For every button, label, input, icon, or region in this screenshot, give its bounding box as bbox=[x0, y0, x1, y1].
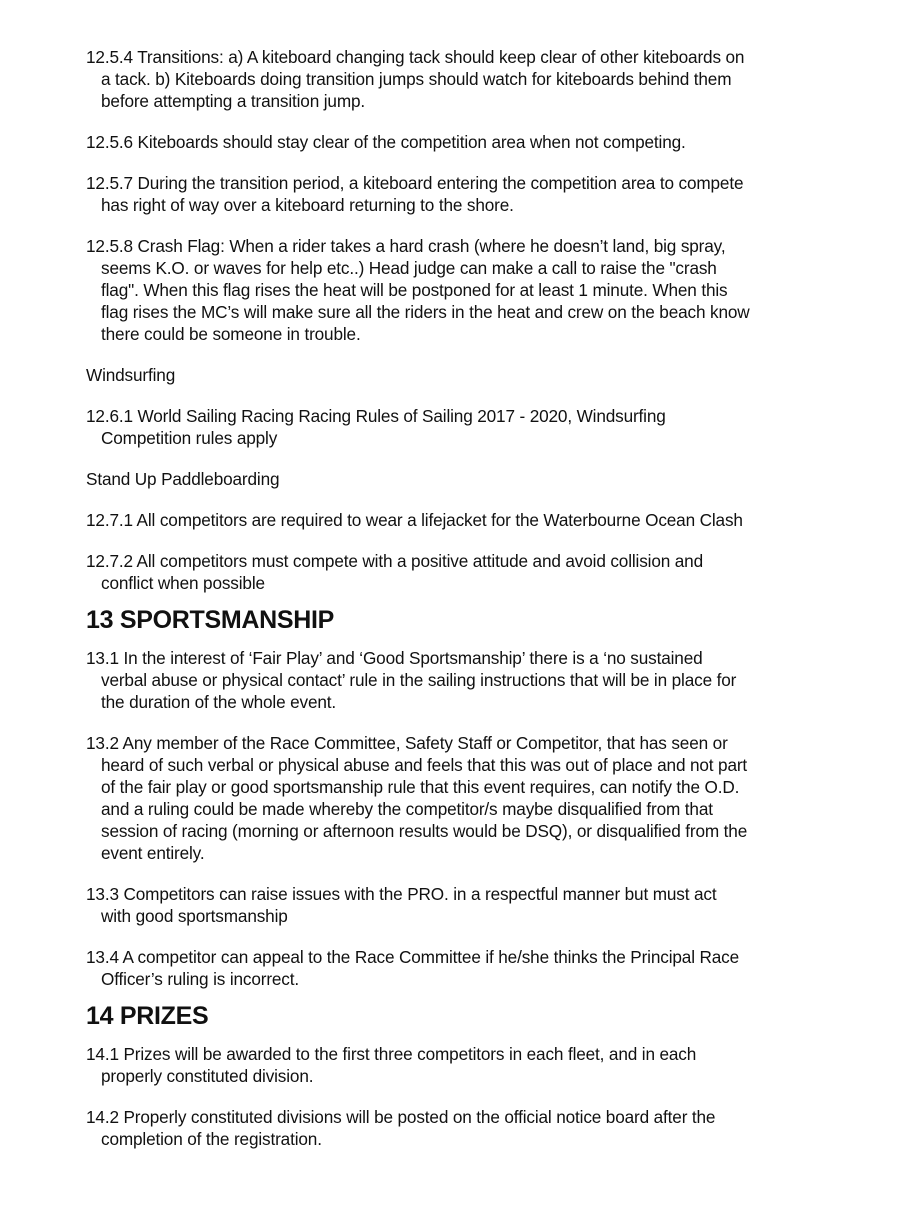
paragraph-12-7-2 bbox=[86, 550, 846, 594]
text-line: 12.5.4 Transitions: a) A kiteboard changing tack should keep clear of other kiteboards on bbox=[86, 47, 745, 67]
text-line: 13.4 A competitor can appeal to the Race Committee if he/she thinks the Principal Race bbox=[86, 947, 740, 967]
text-line: 12.5.7 During the transition period, a kiteboard entering the competition area to compete bbox=[86, 173, 744, 193]
text-line: properly constituted division. bbox=[101, 1066, 314, 1086]
section-heading-sportsmanship: 13 SPORTSMANSHIP bbox=[86, 606, 335, 634]
text-line: 12.7.1 All competitors are required to wear a lifejacket for the Waterbourne Ocean Clash bbox=[86, 510, 743, 530]
paragraph-12-5-7 bbox=[86, 172, 846, 216]
text-line: Officer’s ruling is incorrect. bbox=[101, 969, 299, 989]
text-line: there could be someone in trouble. bbox=[101, 324, 361, 344]
paragraph-14-1 bbox=[86, 1043, 846, 1087]
subheading-stand-up-paddleboarding: Stand Up Paddleboarding bbox=[86, 469, 280, 489]
paragraph-13-3 bbox=[86, 883, 846, 927]
text-line: heard of such verbal or physical abuse and feels that this was out of place and not part bbox=[101, 755, 748, 775]
paragraph-12-5-6 bbox=[86, 131, 846, 153]
section-heading-prizes: 14 PRIZES bbox=[86, 1002, 209, 1030]
paragraph-13-4 bbox=[86, 946, 846, 990]
text-line: the duration of the whole event. bbox=[101, 692, 337, 712]
paragraph-12-5-8 bbox=[86, 235, 846, 345]
text-line: 14.1 Prizes will be awarded to the first three competitors in each fleet, and in each bbox=[86, 1044, 697, 1064]
text-line: with good sportsmanship bbox=[101, 906, 288, 926]
text-line: 13.2 Any member of the Race Committee, Safety Staff or Competitor, that has seen or bbox=[86, 733, 728, 753]
text-line: flag rises the MC’s will make sure all the riders in the heat and crew on the beach know bbox=[101, 302, 750, 322]
text-line: completion of the registration. bbox=[101, 1129, 322, 1149]
text-line: before attempting a transition jump. bbox=[101, 91, 366, 111]
text-line: has right of way over a kiteboard returning to the shore. bbox=[101, 195, 514, 215]
text-line: verbal abuse or physical contact’ rule in the sailing instructions that will be in place for bbox=[101, 670, 737, 690]
text-line: 13.1 In the interest of ‘Fair Play’ and ‘Good Sportsmanship’ there is a ‘no sustained bbox=[86, 648, 703, 668]
text-line: session of racing (morning or afternoon results would be DSQ), or disqualified from the bbox=[101, 821, 748, 841]
paragraph-13-2 bbox=[86, 732, 846, 864]
text-line: 12.5.8 Crash Flag: When a rider takes a hard crash (where he doesn’t land, big spray, bbox=[86, 236, 726, 256]
document-page bbox=[86, 46, 846, 1169]
text-line: 12.7.2 All competitors must compete with a positive attitude and avoid collision and bbox=[86, 551, 704, 571]
paragraph-12-7-1 bbox=[86, 509, 846, 531]
text-line: Competition rules apply bbox=[101, 428, 278, 448]
text-line: of the fair play or good sportsmanship rule that this event requires, can notify the O.D. bbox=[101, 777, 740, 797]
paragraph-13-1 bbox=[86, 647, 846, 713]
text-line: 14.2 Properly constituted divisions will be posted on the official notice board after the bbox=[86, 1107, 716, 1127]
text-line: 13.3 Competitors can raise issues with the PRO. in a respectful manner but must act bbox=[86, 884, 717, 904]
paragraph-12-5-4 bbox=[86, 46, 846, 112]
text-line: seems K.O. or waves for help etc..) Head judge can make a call to raise the "crash bbox=[101, 258, 717, 278]
paragraph-14-2 bbox=[86, 1106, 846, 1150]
text-line: conflict when possible bbox=[101, 573, 265, 593]
subheading-windsurfing: Windsurfing bbox=[86, 365, 176, 385]
text-line: event entirely. bbox=[101, 843, 205, 863]
text-line: a tack. b) Kiteboards doing transition jumps should watch for kiteboards behind them bbox=[101, 69, 732, 89]
text-line: 12.5.6 Kiteboards should stay clear of the competition area when not competing. bbox=[86, 132, 686, 152]
text-line: and a ruling could be made whereby the competitor/s maybe disqualified from that bbox=[101, 799, 713, 819]
text-line: 12.6.1 World Sailing Racing Racing Rules of Sailing 2017 - 2020, Windsurfing bbox=[86, 406, 666, 426]
paragraph-12-6-1 bbox=[86, 405, 846, 449]
text-line: flag". When this flag rises the heat will be postponed for at least 1 minute. When this bbox=[101, 280, 728, 300]
